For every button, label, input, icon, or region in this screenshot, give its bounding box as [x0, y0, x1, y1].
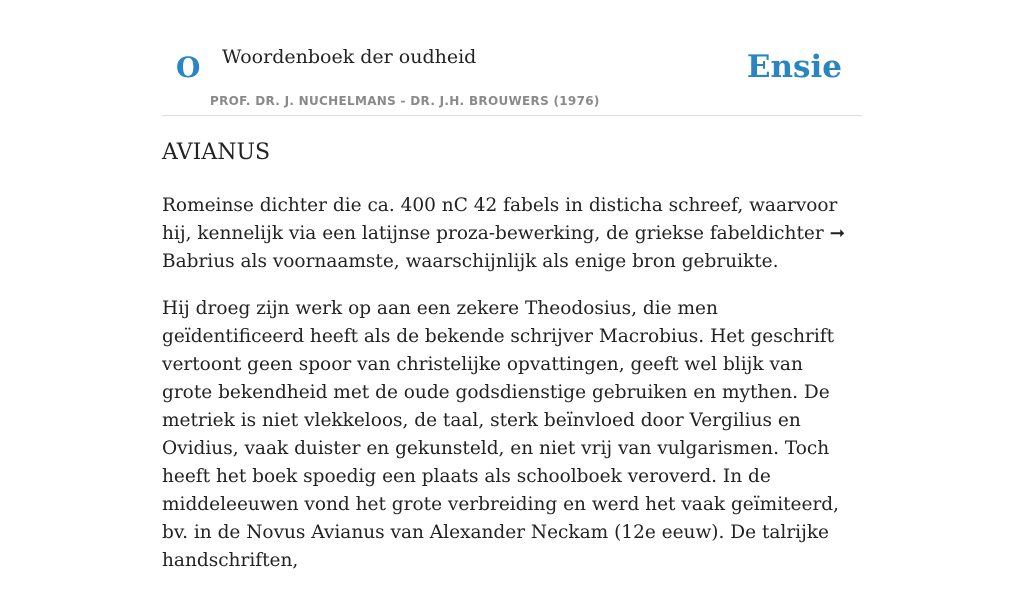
paragraph-1 [162, 192, 852, 276]
paragraph-2: Hij droeg zijn werk op aan een zekere Theodosius, die men geïdentificeerd heeft als de bekende schrijver Macrobius. Het geschrift vertoont geen spoor van christelijke opvattingen, geeft wel blijk van grote bekendheid met de oude godsdienstige gebruiken en mythen. De metriek is niet vlekkeloos, de taal, sterk beïnvloed door Vergilius en Ovidius, vaak duister en gekunsteld, en niet vrij van vulgarismen. Toch heeft het boek spoedig een plaats als schoolboek veroverd. In de middeleeuwen vond het grote verbreiding en werd het vaak geïmiteerd, bv. in de Novus Avianus van Alexander Neckam (12e eeuw). De talrijke handschriften, [162, 298, 840, 571]
cross-reference-arrow-icon: ➞ [829, 223, 846, 244]
ensie-logo[interactable]: Ensie [746, 49, 842, 85]
entry-content [162, 192, 852, 594]
entry-title: AVIANUS [162, 140, 271, 165]
book-header [162, 40, 862, 116]
paragraph-1-text-end: als voornaamste, waarschijnlijk als enige bron gebruikte. [234, 251, 779, 272]
paragraph-1-text-start: Romeinse dichter die ca. 400 nC 42 fabels in disticha schreef, waarvoor hij, kennelijk via een latijnse proza-bewerking, de griekse fabeldichter [162, 195, 838, 244]
babrius-link[interactable]: Babrius [162, 251, 235, 272]
book-title[interactable]: Woordenboek der oudheid [222, 46, 477, 68]
book-authors: PROF. DR. J. NUCHELMANS - DR. J.H. BROUWERS (1976) [210, 94, 600, 108]
letter-o-icon: O [176, 51, 201, 84]
